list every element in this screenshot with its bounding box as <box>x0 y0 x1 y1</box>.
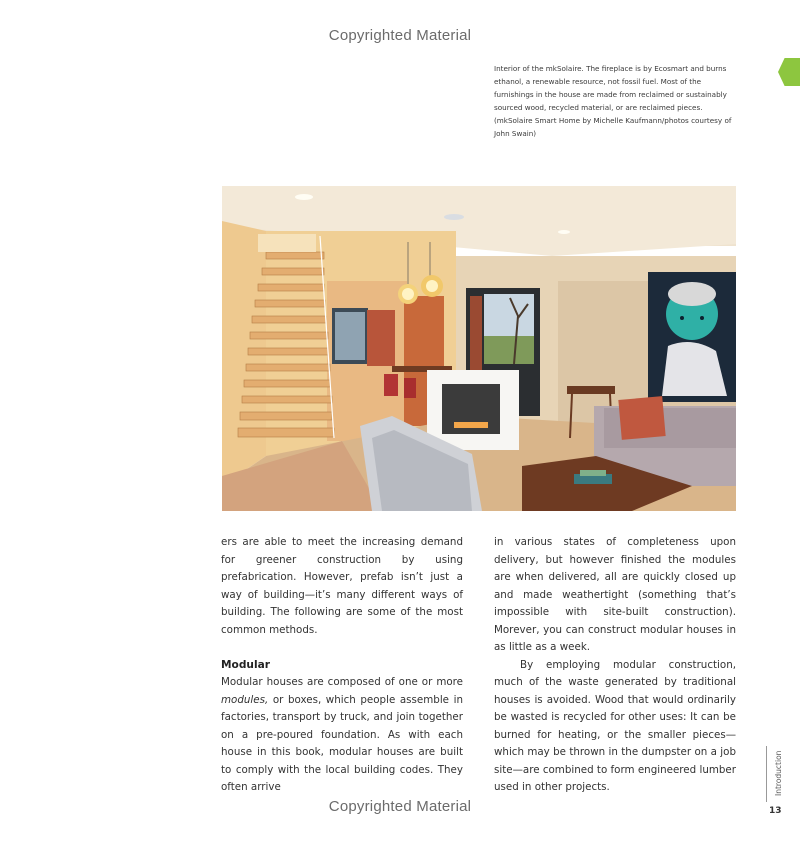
copyright-watermark-top: Copyrighted Material <box>328 27 472 44</box>
right-paragraph-2: By employing modular construction, much of the waste generated by traditional houses is avoided. Wood that would ordinarily be wasted is recycled for other uses: It can be burned for heating, or the smaller pieces—which may be thrown in the dumpster on a job site—are combined to form engineered lumber used in other projects. <box>494 658 736 793</box>
left-column <box>221 534 463 797</box>
chapter-tab-marker <box>778 58 800 86</box>
left-paragraph-2: Modular houses are composed of one or more modules, or boxes, which people assemble in factories, transport by truck, and join together on a pre-poured foundation. As with each house in this book, modular houses are built to comply with the local building codes. They often arrive <box>221 676 463 793</box>
section-label: Introduction <box>774 750 783 796</box>
sidebar-rule <box>766 746 767 802</box>
right-column <box>494 534 736 797</box>
interior-photo <box>222 186 736 511</box>
section-heading-modular: Modular <box>221 658 270 671</box>
right-paragraph-1: in various states of completeness upon delivery, but however finished the modules are when delivered, all are quickly closed up and made weathertight (something that’s impossible with site-built construction). Morever, you can construct modular houses in as little as a week. <box>494 536 736 653</box>
left-paragraph-1: ers are able to meet the increasing demand for greener construction by using prefabrication. However, prefab isn’t just a way of building—it’s many different ways of building. The following are some of the most common methods. <box>221 536 463 636</box>
photo-caption: Interior of the mkSolaire. The fireplace is by Ecosmart and burns ethanol, a renewable resource, not fossil fuel. Most of the furnishings in the house are made from reclaimed or sustainably sourced wood, recycled material, or are reclaimed pieces. (mkSolaire Smart Home by Michelle Kaufmann/photos courtesy of John Swain) <box>494 64 732 138</box>
copyright-watermark-bottom: Copyrighted Material <box>328 798 472 815</box>
page-number: 13 <box>769 806 782 816</box>
emphasis-modules: modules, <box>221 693 269 706</box>
